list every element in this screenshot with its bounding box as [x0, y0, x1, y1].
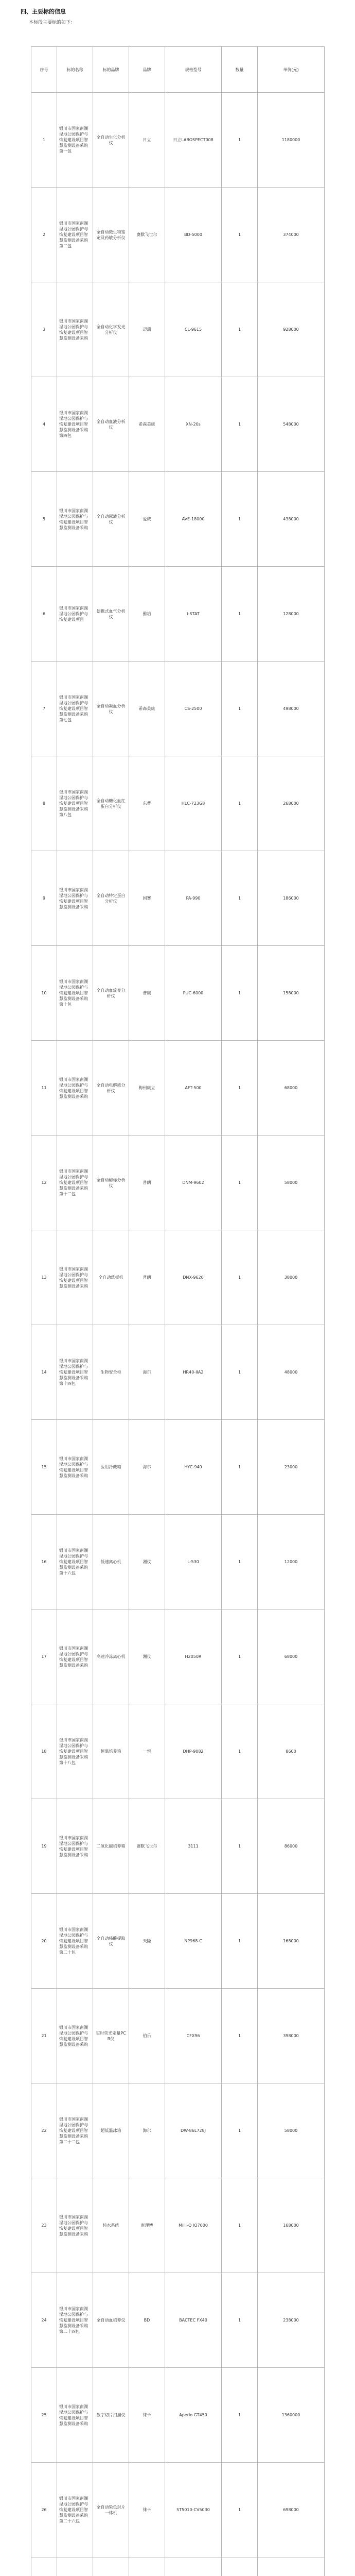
- cell-unit-price: 698000: [258, 2463, 325, 2557]
- cell-brand: 梅州康立: [129, 1041, 165, 1136]
- cell-unit-price: 186000: [258, 851, 325, 946]
- cell-item-name: 银川市国家南湖湿地公园保护与恢复建设项目智慧监测设备采购: [57, 282, 93, 377]
- cell-model: Milli-Q IQ7000: [165, 2178, 222, 2273]
- cell-item: 医用冷藏箱: [93, 1420, 129, 1515]
- cell-unit-price: 86000: [258, 1799, 325, 1894]
- cell-model: CL-9615: [165, 282, 222, 377]
- cell-item: 全自动洗板机: [93, 1230, 129, 1325]
- table-row: [31, 1799, 325, 1894]
- cell-unit-price: 548000: [258, 377, 325, 472]
- cell-index: 25: [31, 2368, 57, 2463]
- cell-unit-price: 238000: [258, 2273, 325, 2368]
- table-row: [31, 1325, 325, 1420]
- table-row: [31, 851, 325, 946]
- cell-brand: 一恒: [129, 1704, 165, 1799]
- cell-item: 生物安全柜: [93, 1325, 129, 1420]
- cell-unit-price: 58000: [258, 2083, 325, 2178]
- cell-item: 全自动糖化血红蛋白分析仪: [93, 756, 129, 851]
- cell-index: 26: [31, 2463, 57, 2557]
- cell-item-name: 银川市国家南湖湿地公园保护与恢复建设项目智慧监测设备采购: [57, 1799, 93, 1894]
- cell-quantity: 1: [222, 2463, 258, 2557]
- cell-item: 全自动化学发光分析仪: [93, 282, 129, 377]
- table-row: [31, 282, 325, 377]
- cell-unit-price: 168000: [258, 1894, 325, 1989]
- cell-index: 22: [31, 2083, 57, 2178]
- cell-item-name: 银川市国家南湖湿地公园保护与恢复建设项目智慧监测设备采购第十八包: [57, 1704, 93, 1799]
- cell-index: 8: [31, 756, 57, 851]
- cell-quantity: 1: [222, 946, 258, 1041]
- cell-model: H2050R: [165, 1609, 222, 1704]
- table-row: [31, 1041, 325, 1136]
- cell-quantity: 1: [222, 1799, 258, 1894]
- table-row: [31, 1989, 325, 2083]
- cell-brand: 天隆: [129, 1894, 165, 1989]
- table-row: [31, 662, 325, 756]
- cell-item-name: 银川市国家南湖湿地公园保护与恢复建设项目智慧监测设备采购第四包: [57, 377, 93, 472]
- cell-item-name: 银川市国家南湖湿地公园保护与恢复建设项目智慧监测设备采购第二十二包: [57, 2083, 93, 2178]
- cell-quantity: 1: [222, 2368, 258, 2463]
- cell-brand: 徕卡: [129, 2368, 165, 2463]
- header-item: 标的品牌: [93, 47, 129, 93]
- cell-model: BD-5000: [165, 188, 222, 282]
- header-item-name: 标的名称: [57, 47, 93, 93]
- cell-index: 17: [31, 1609, 57, 1704]
- header-quantity: 数量: [222, 47, 258, 93]
- cell-brand: 湘仪: [129, 1515, 165, 1609]
- cell-unit-price: [258, 2557, 325, 2576]
- cell-unit-price: 128000: [258, 567, 325, 662]
- cell-quantity: 1: [222, 1041, 258, 1136]
- section-heading: 四、主要标的信息: [21, 8, 66, 15]
- cell-item: 全自动血流变分析仪: [93, 946, 129, 1041]
- table-row: [31, 377, 325, 472]
- cell-model: DNX-9620: [165, 1230, 222, 1325]
- cell-unit-price: 398000: [258, 1989, 325, 2083]
- cell-unit-price: 438000: [258, 472, 325, 567]
- cell-unit-price: 68000: [258, 1041, 325, 1136]
- cell-unit-price: 928000: [258, 282, 325, 377]
- cell-item: 全自动酶标分析仪: [93, 1136, 129, 1230]
- cell-index: 18: [31, 1704, 57, 1799]
- target-info-table: [31, 46, 325, 2576]
- cell-item-name: 银川市国家南湖湿地公园保护与恢复建设项目智慧监测设备采购第十四包: [57, 1325, 93, 1420]
- cell-item-name: 银川市国家南湖湿地公园保护与恢复建设项目智慧监测设备采购: [57, 2178, 93, 2273]
- cell-index: [31, 2557, 57, 2576]
- cell-model: 日立LABOSPECT008: [165, 93, 222, 188]
- cell-brand: 迈瑞: [129, 282, 165, 377]
- cell-item: 二氧化碳培养箱: [93, 1799, 129, 1894]
- table-row: [31, 1136, 325, 1230]
- cell-model: DHP-9082: [165, 1704, 222, 1799]
- table-row: [31, 1230, 325, 1325]
- cell-unit-price: 158000: [258, 946, 325, 1041]
- cell-unit-price: 1360000: [258, 2368, 325, 2463]
- cell-item-name: 银川市国家南湖湿地公园保护与恢复建设项目智慧监测设备采购第二十六包: [57, 2463, 93, 2557]
- table-row: [31, 2368, 325, 2463]
- header-brand: 品牌: [129, 47, 165, 93]
- table-row: [31, 472, 325, 567]
- cell-unit-price: 38000: [258, 1230, 325, 1325]
- cell-index: 20: [31, 1894, 57, 1989]
- table-header-row: [31, 47, 325, 93]
- cell-item: 全自动特定蛋白分析仪: [93, 851, 129, 946]
- cell-quantity: 1: [222, 1420, 258, 1515]
- cell-item-name: 银川市国家南湖湿地公园保护与恢复建设项目智慧监测设备采购第十二包: [57, 1136, 93, 1230]
- cell-index: 2: [31, 188, 57, 282]
- cell-item-name: 银川市国家南湖湿地公园保护与恢复建设项目智慧监测设备采购第一包: [57, 93, 93, 188]
- cell-quantity: 1: [222, 1230, 258, 1325]
- cell-index: 15: [31, 1420, 57, 1515]
- cell-quantity: 1: [222, 1609, 258, 1704]
- cell-index: 4: [31, 377, 57, 472]
- cell-brand: 赛默飞世尔: [129, 188, 165, 282]
- cell-item: 超低温冰箱: [93, 2083, 129, 2178]
- cell-unit-price: 58000: [258, 1136, 325, 1230]
- cell-quantity: 1: [222, 1704, 258, 1799]
- cell-unit-price: 12000: [258, 1515, 325, 1609]
- cell-quantity: [222, 2557, 258, 2576]
- table-row: [31, 93, 325, 188]
- cell-unit-price: 374000: [258, 188, 325, 282]
- cell-item: 数字切片扫描仪: [93, 2368, 129, 2463]
- cell-model: L-530: [165, 1515, 222, 1609]
- cell-brand: 普康: [129, 946, 165, 1041]
- cell-quantity: 1: [222, 377, 258, 472]
- cell-item: 便携式血气分析仪: [93, 567, 129, 662]
- cell-quantity: 1: [222, 1515, 258, 1609]
- cell-item-name: 银川市国家南湖湿地公园保护与恢复建设项目智慧监测设备采购: [57, 1041, 93, 1136]
- cell-item-name: 银川市国家南湖湿地公园保护与恢复建设项目智慧监测设备采购第八包: [57, 756, 93, 851]
- cell-model: AVE-18000: [165, 472, 222, 567]
- cell-brand: 普朗: [129, 1230, 165, 1325]
- cell-index: 24: [31, 2273, 57, 2368]
- cell-index: 1: [31, 93, 57, 188]
- cell-model: ST5010-CV5030: [165, 2463, 222, 2557]
- cell-brand: [129, 2557, 165, 2576]
- table-row: [31, 188, 325, 282]
- cell-item: 全自动染色封片一体机: [93, 2463, 129, 2557]
- cell-index: 19: [31, 1799, 57, 1894]
- cell-index: 11: [31, 1041, 57, 1136]
- cell-index: 14: [31, 1325, 57, 1420]
- cell-model: [165, 2557, 222, 2576]
- cell-brand: 海尔: [129, 1325, 165, 1420]
- cell-quantity: 1: [222, 1325, 258, 1420]
- cell-index: 12: [31, 1136, 57, 1230]
- cell-unit-price: 48000: [258, 1325, 325, 1420]
- cell-item: 高速冷冻离心机: [93, 1609, 129, 1704]
- cell-model: CS-2500: [165, 662, 222, 756]
- cell-item: 全自动生化分析仪: [93, 93, 129, 188]
- cell-brand: 雅培: [129, 567, 165, 662]
- cell-item-name: 银川市国家南湖湿地公园保护与恢复建设项目智慧监测设备采购第二十四包: [57, 2273, 93, 2368]
- cell-item-name: 银川市国家南湖湿地公园保护与恢复建设项目智慧监测设备采购: [57, 1989, 93, 2083]
- cell-brand: 希森美康: [129, 662, 165, 756]
- table-row: [31, 1894, 325, 1989]
- header-index: 序号: [31, 47, 57, 93]
- cell-item-name: [57, 2557, 93, 2576]
- cell-item: 全自动尿液分析仪: [93, 472, 129, 567]
- cell-unit-price: 168000: [258, 2178, 325, 2273]
- cell-item-name: 银川市国家南湖湿地公园保护与恢复建设项目智慧监测设备采购第十包: [57, 946, 93, 1041]
- cell-model: DW-86L728J: [165, 2083, 222, 2178]
- table-row: [31, 567, 325, 662]
- cell-unit-price: 498000: [258, 662, 325, 756]
- cell-item: 全自动微生物鉴定及药敏分析仪: [93, 188, 129, 282]
- cell-item: 实时荧光定量PCR仪: [93, 1989, 129, 2083]
- cell-unit-price: 23000: [258, 1420, 325, 1515]
- cell-model: BACTEC FX40: [165, 2273, 222, 2368]
- cell-model: Aperio GT450: [165, 2368, 222, 2463]
- cell-item-name: 银川市国家南湖湿地公园保护与恢复建设项目智慧监测设备采购: [57, 1230, 93, 1325]
- cell-item-name: 银川市国家南湖湿地公园保护与恢复建设项目智慧监测设备采购: [57, 2368, 93, 2463]
- cell-model: PUC-6000: [165, 946, 222, 1041]
- cell-brand: 伯乐: [129, 1989, 165, 2083]
- cell-unit-price: 68000: [258, 1609, 325, 1704]
- cell-brand: 徕卡: [129, 2463, 165, 2557]
- cell-item: 全自动电解质分析仪: [93, 1041, 129, 1136]
- cell-brand: 湘仪: [129, 1609, 165, 1704]
- cell-model: NP968-C: [165, 1894, 222, 1989]
- cell-brand: 赛默飞世尔: [129, 1799, 165, 1894]
- cell-model: HR40-IIA2: [165, 1325, 222, 1420]
- cell-brand: 希森美康: [129, 377, 165, 472]
- cell-quantity: 1: [222, 1136, 258, 1230]
- cell-model: HLC-723G8: [165, 756, 222, 851]
- cell-unit-price: 8600: [258, 1704, 325, 1799]
- cell-unit-price: 268000: [258, 756, 325, 851]
- cell-unit-price: 1180000: [258, 93, 325, 188]
- cell-quantity: 1: [222, 2273, 258, 2368]
- cell-index: 21: [31, 1989, 57, 2083]
- cell-index: 13: [31, 1230, 57, 1325]
- cell-model: AFT-500: [165, 1041, 222, 1136]
- cell-quantity: 1: [222, 567, 258, 662]
- cell-item: 低速离心机: [93, 1515, 129, 1609]
- cell-index: 9: [31, 851, 57, 946]
- cell-model: DNM-9602: [165, 1136, 222, 1230]
- cell-brand: 爱威: [129, 472, 165, 567]
- cell-item-name: 银川市国家南湖湿地公园保护与恢复建设项目智慧监测设备采购第十六包: [57, 1515, 93, 1609]
- table-row: [31, 946, 325, 1041]
- cell-index: 10: [31, 946, 57, 1041]
- cell-model: i-STAT: [165, 567, 222, 662]
- cell-brand: 日立: [129, 93, 165, 188]
- cell-model: 3111: [165, 1799, 222, 1894]
- cell-item-name: 银川市国家南湖湿地公园保护与恢复建设项目智慧监测设备采购第七包: [57, 662, 93, 756]
- header-model: 规格型号: [165, 47, 222, 93]
- cell-item: [93, 2557, 129, 2576]
- cell-quantity: 1: [222, 1894, 258, 1989]
- cell-index: 3: [31, 282, 57, 377]
- cell-index: 23: [31, 2178, 57, 2273]
- cell-quantity: 1: [222, 851, 258, 946]
- table-row: [31, 2557, 325, 2576]
- cell-quantity: 1: [222, 2178, 258, 2273]
- cell-item: 纯水系统: [93, 2178, 129, 2273]
- header-unit-price: 单价(元): [258, 47, 325, 93]
- cell-item-name: 银川市国家南湖湿地公园保护与恢复建设项目智慧监测设备采购: [57, 472, 93, 567]
- table-row: [31, 756, 325, 851]
- table-row: [31, 1704, 325, 1799]
- cell-brand: 国赛: [129, 851, 165, 946]
- cell-item: 全自动凝血分析仪: [93, 662, 129, 756]
- table-row: [31, 2083, 325, 2178]
- cell-item: 全自动血培养仪: [93, 2273, 129, 2368]
- table-row: [31, 1515, 325, 1609]
- cell-brand: 海尔: [129, 1420, 165, 1515]
- cell-item-name: 银川市国家南湖湿地公园保护与恢复建设项目智慧监测设备采购: [57, 1609, 93, 1704]
- cell-quantity: 1: [222, 282, 258, 377]
- cell-model: XN-20s: [165, 377, 222, 472]
- table-row: [31, 2463, 325, 2557]
- cell-quantity: 1: [222, 93, 258, 188]
- cell-quantity: 1: [222, 188, 258, 282]
- cell-item: 恒温培养箱: [93, 1704, 129, 1799]
- cell-brand: 海尔: [129, 2083, 165, 2178]
- cell-quantity: 1: [222, 2083, 258, 2178]
- cell-item: 全自动血液分析仪: [93, 377, 129, 472]
- cell-quantity: 1: [222, 472, 258, 567]
- table-row: [31, 2273, 325, 2368]
- cell-index: 7: [31, 662, 57, 756]
- cell-index: 6: [31, 567, 57, 662]
- cell-index: 5: [31, 472, 57, 567]
- table-row: [31, 1609, 325, 1704]
- cell-brand: 东曹: [129, 756, 165, 851]
- cell-item-name: 银川市国家南湖湿地公园保护与恢复建设项目: [57, 567, 93, 662]
- cell-quantity: 1: [222, 662, 258, 756]
- cell-model: CFX96: [165, 1989, 222, 2083]
- cell-brand: 密理博: [129, 2178, 165, 2273]
- cell-brand: 普朗: [129, 1136, 165, 1230]
- table-row: [31, 1420, 325, 1515]
- cell-brand: BD: [129, 2273, 165, 2368]
- cell-item-name: 银川市国家南湖湿地公园保护与恢复建设项目智慧监测设备采购第二包: [57, 188, 93, 282]
- table-row: [31, 2178, 325, 2273]
- cell-model: PA-990: [165, 851, 222, 946]
- cell-model: HYC-940: [165, 1420, 222, 1515]
- cell-quantity: 1: [222, 756, 258, 851]
- cell-item-name: 银川市国家南湖湿地公园保护与恢复建设项目智慧监测设备采购第二十包: [57, 1894, 93, 1989]
- cell-index: 16: [31, 1515, 57, 1609]
- cell-item: 全自动核酸提取仪: [93, 1894, 129, 1989]
- section-intro: 本标段主要标的如下：: [29, 20, 76, 25]
- cell-quantity: 1: [222, 1989, 258, 2083]
- cell-item-name: 银川市国家南湖湿地公园保护与恢复建设项目智慧监测设备采购: [57, 851, 93, 946]
- cell-item-name: 银川市国家南湖湿地公园保护与恢复建设项目智慧监测设备采购: [57, 1420, 93, 1515]
